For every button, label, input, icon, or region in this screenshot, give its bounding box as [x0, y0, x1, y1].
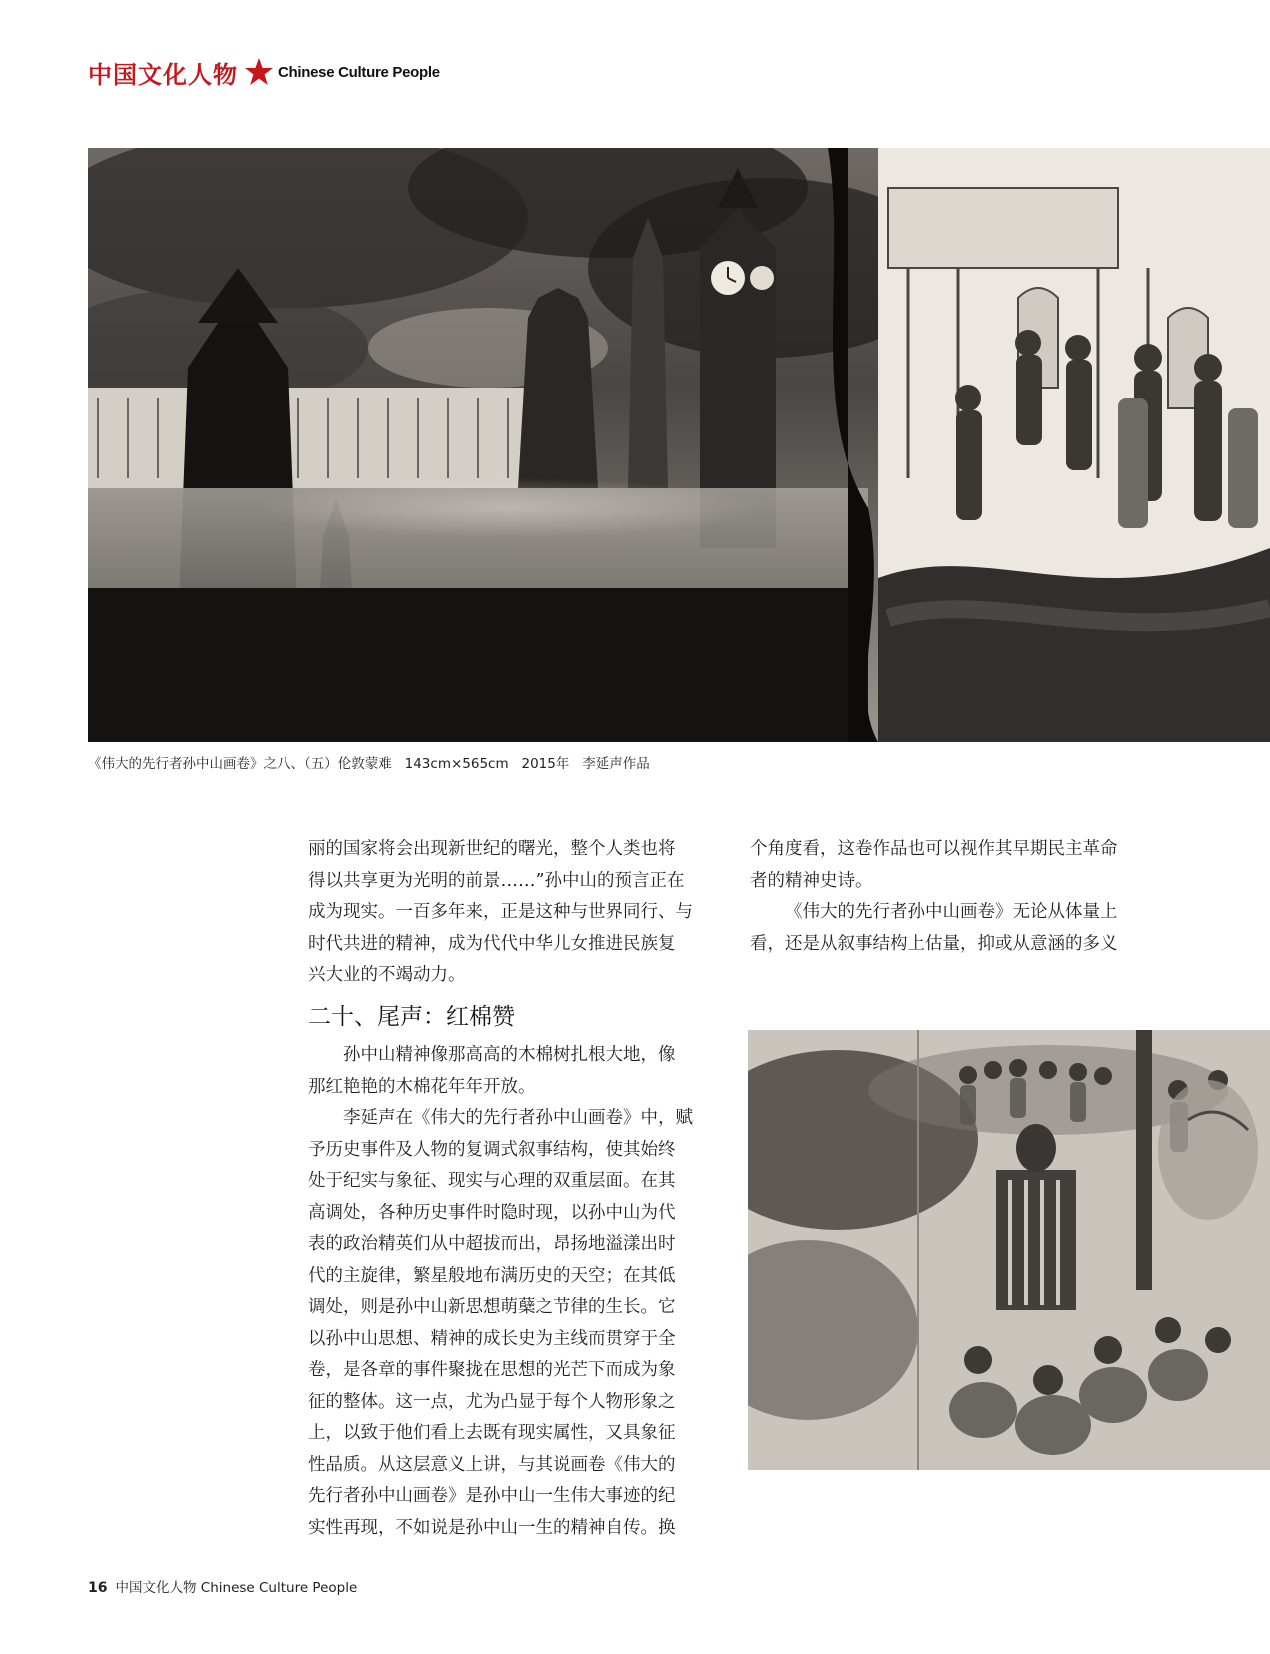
painting-london [88, 148, 1270, 742]
left-column-top [308, 834, 716, 992]
paragraph-2: 李延声在《伟大的先行者孙中山画卷》中，赋 予历史事件及人物的复调式叙事结构，使其始终 处于纪实与象征、现实与心理的双重层面。在其 高调处，各种历史事件时隐时现，以孙中山为代 表的政治精英们从中超拔而出，昂扬地溢漾出时 代的主旋律，繁星般地布满历史的天空；在其低 调处，则是孙中山新思想萌蘖之节律的生长。它 以孙中山思想、精神的成长史为主线而贯穿于全 卷，是各章的事件聚拢在思想的光芒下而成为象 征的整体。这一点，尤为凸显于每个人物形象之 上，以致于他们看上去既有现实属性，又具象征 性品质。从这层意义上讲，与其说画卷《伟大的 先行者孙中山画卷》是孙中山一生伟大事迹的纪 实性再现，不如说是孙中山一生的精神自传。换 [308, 1108, 693, 1538]
magazine-header [88, 52, 440, 92]
page-number: 16 [88, 1580, 108, 1596]
paragraph-continued-right: 个角度看，这卷作品也可以视作其早期民主革命 者的精神史诗。 [750, 839, 1118, 891]
painting-crowd-artwork [748, 1030, 1270, 1470]
left-column-bottom [308, 1040, 716, 1544]
paragraph-right-2: 《伟大的先行者孙中山画卷》无论从体量上 看，还是从叙事结构上估量，抑或从意涵的多义 [750, 902, 1118, 954]
footer-publication: 中国文化人物 Chinese Culture People [115, 1580, 358, 1596]
figure-caption: 《伟大的先行者孙中山画卷》之八、（五）伦敦蒙难 143cm×565cm 2015年 李延声作品 [88, 756, 650, 772]
painting-crowd [748, 1030, 1270, 1470]
painting-london-artwork [88, 148, 1270, 742]
right-column [750, 834, 1158, 960]
paragraph-1: 孙中山精神像那高高的木棉树扎根大地，像 那红艳艳的木棉花年年开放。 [308, 1045, 676, 1097]
paragraph-continued: 丽的国家将会出现新世纪的曙光，整个人类也将 得以共享更为光明的前景……”孙中山的预言正在 成为现实。一百多年来，正是这种与世界同行、与 时代共进的精神，成为代代中华儿女推进民族复 兴大业的不竭动力。 [308, 839, 693, 985]
magazine-title-en: Chinese Culture People [278, 63, 440, 81]
star-icon [244, 57, 274, 87]
section-heading: 二十、尾声：红棉赞 [308, 1004, 515, 1030]
page-footer [88, 1576, 357, 1596]
magazine-title-cn: 中国文化人物 [88, 59, 238, 89]
